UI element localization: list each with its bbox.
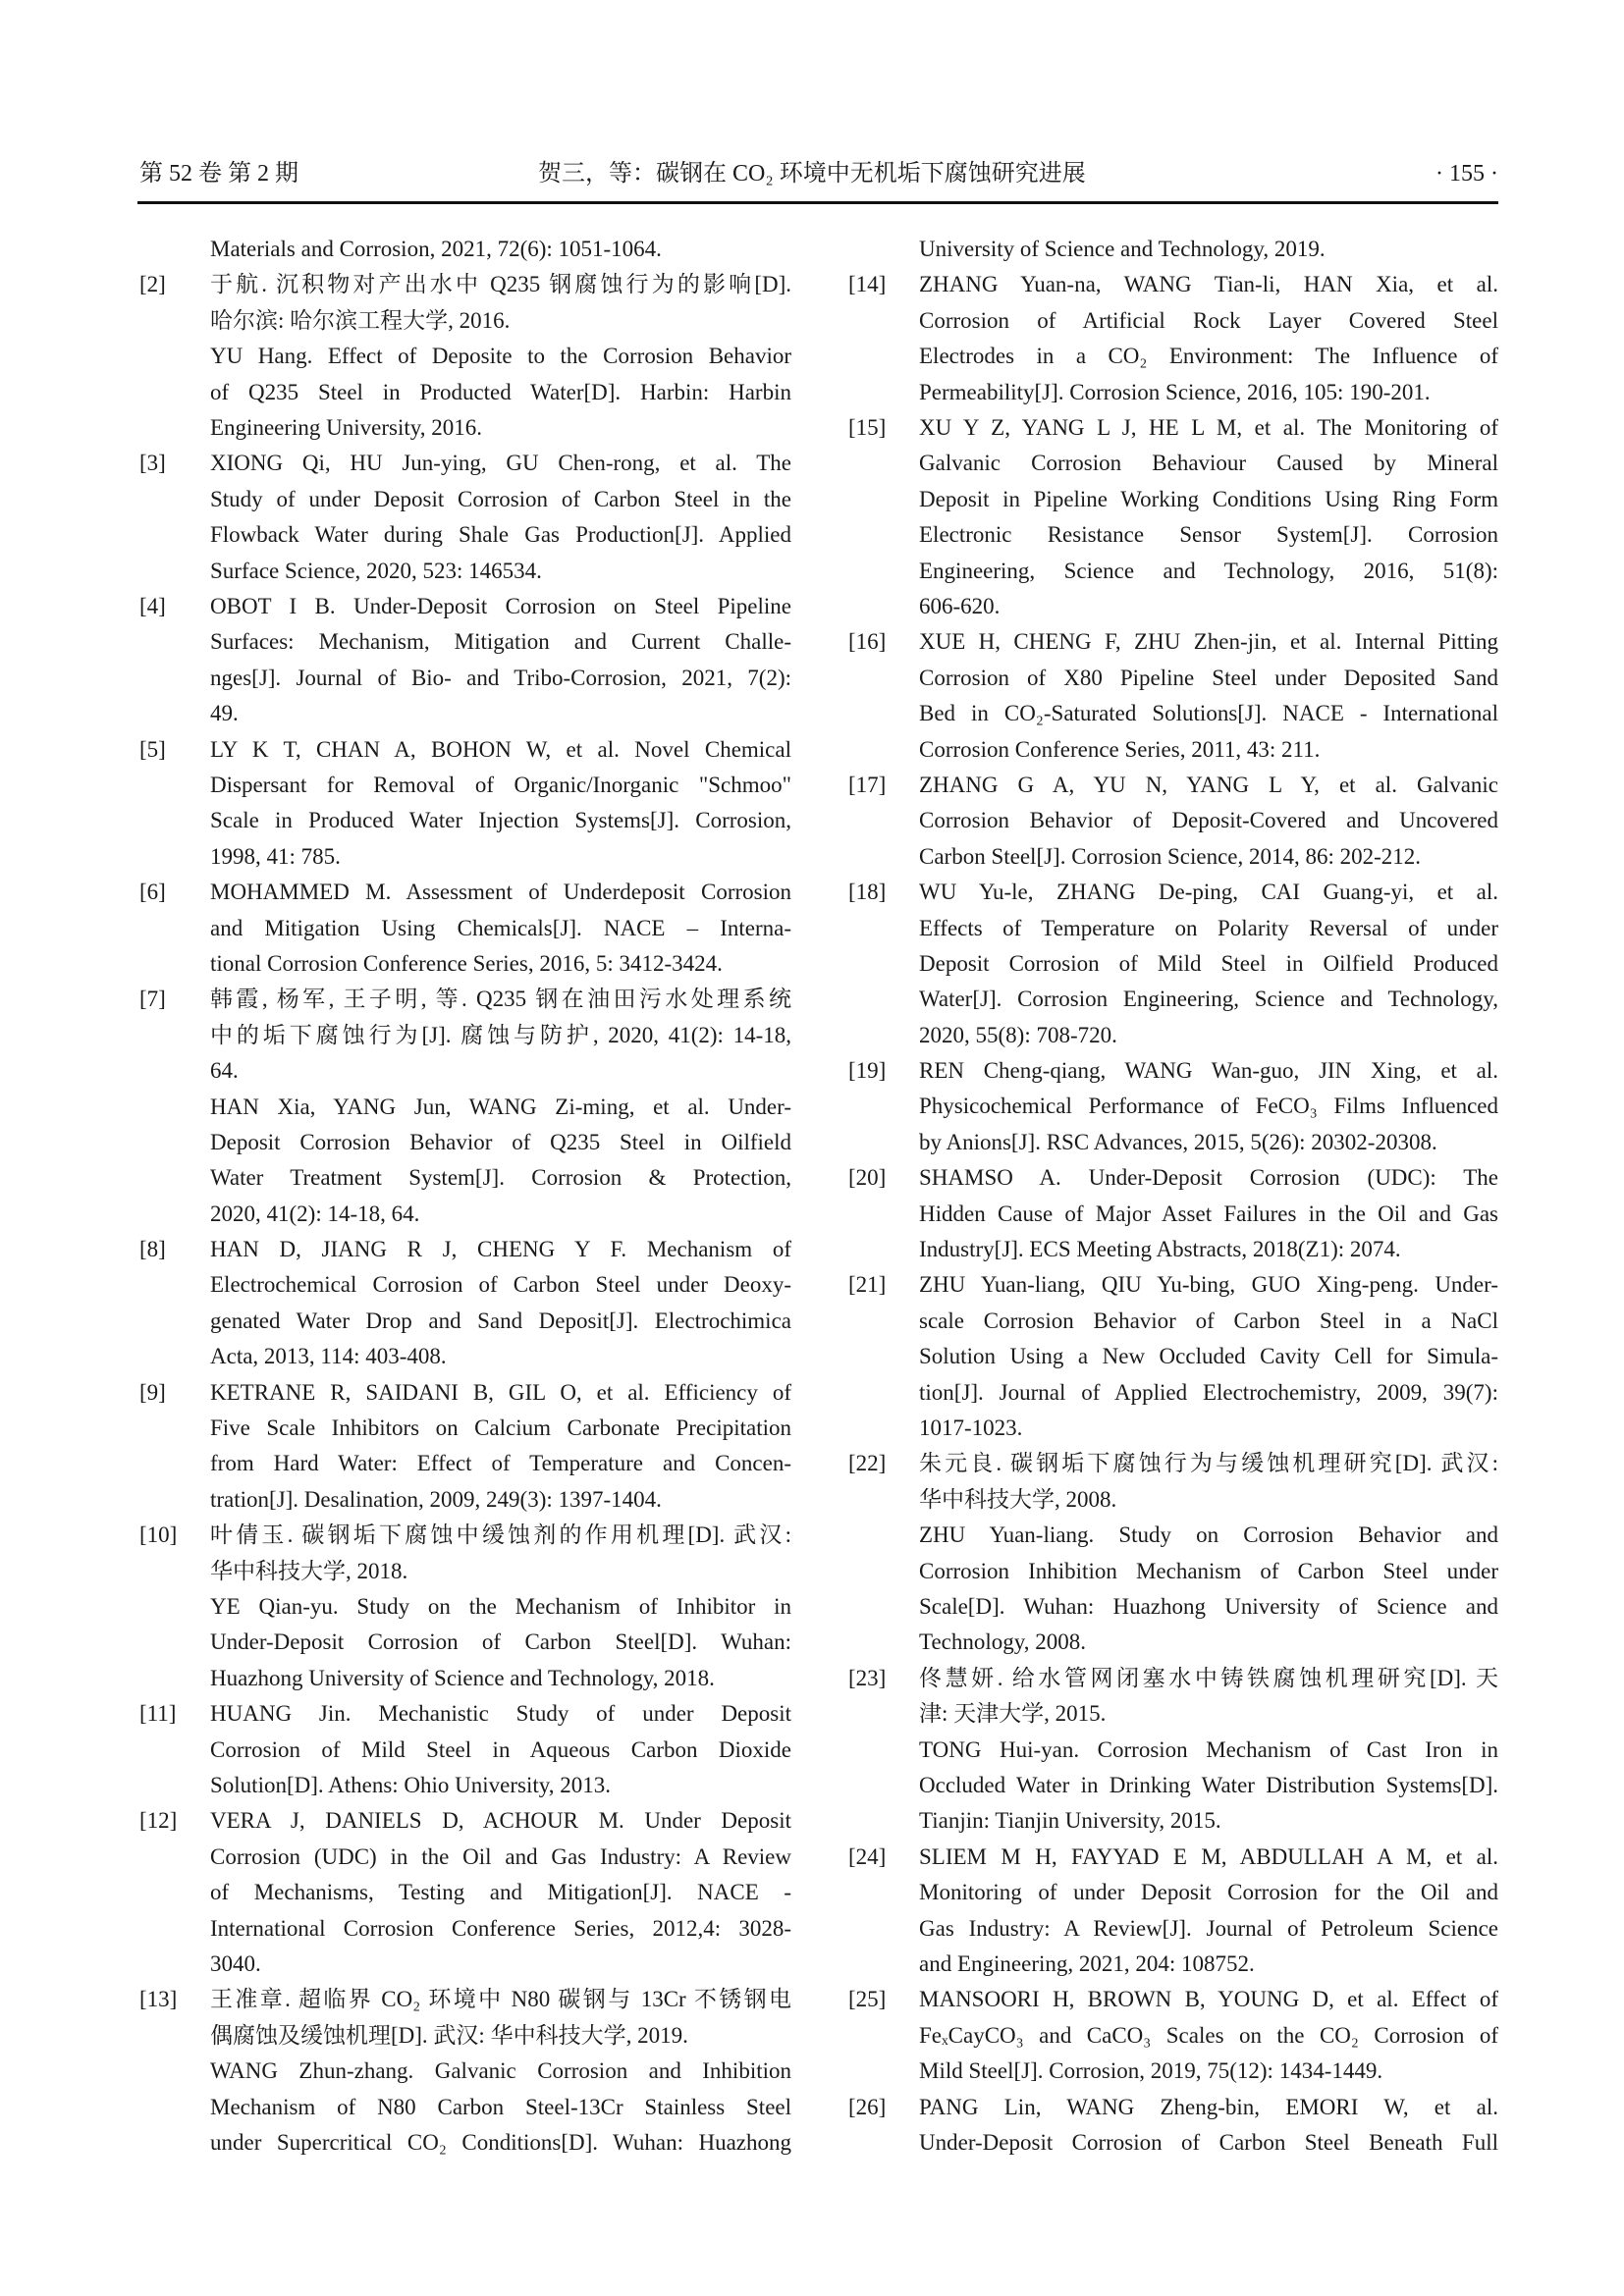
reference-text-line: Corrosion of X80 Pipeline Steel under Deposited Sand <box>919 665 1498 690</box>
reference-text-line: MANSOORI H, BROWN B, YOUNG D, et al. Effect of <box>919 1987 1498 2012</box>
reference-entry <box>139 589 791 732</box>
reference-entry <box>139 1518 791 1696</box>
reference-entry <box>848 624 1498 768</box>
reference-text-line: Deposit Corrosion Behavior of Q235 Steel in Oilfield <box>210 1129 791 1154</box>
reference-text-line: 韩霞, 杨军, 王子明, 等. Q235 钢在油田污水处理系统 <box>210 987 791 1012</box>
reference-text-line: 606-620. <box>919 593 1001 618</box>
reference-text-line: XUE H, CHENG F, ZHU Zhen-jin, et al. Internal Pitting <box>919 629 1498 655</box>
reference-text-line: Surface Science, 2020, 523: 146534. <box>210 558 542 583</box>
reference-text-line: Scale[D]. Wuhan: Huazhong University of Science and <box>919 1594 1498 1619</box>
reference-text-line: MOHAMMED M. Assessment of Underdeposit Corrosion <box>210 880 791 905</box>
reference-text-line: ZHU Yuan-liang. Study on Corrosion Behavior and <box>919 1522 1498 1548</box>
reference-text-line: 偶腐蚀及缓蚀机理[D]. 武汉: 华中科技大学, 2019. <box>210 2022 688 2048</box>
reference-text-line: 华中科技大学, 2008. <box>919 1486 1117 1512</box>
reference-text-line: 于航. 沉积物对产出水中 Q235 钢腐蚀行为的影响[D]. <box>210 272 791 297</box>
reference-number: [14] <box>848 272 887 297</box>
reference-number: [22] <box>848 1451 887 1476</box>
reference-text-line: 华中科技大学, 2018. <box>210 1558 408 1583</box>
reference-text-line: tration[J]. Desalination, 2009, 249(3): 1397-1404. <box>210 1486 662 1512</box>
reference-number: [4] <box>139 593 166 618</box>
reference-number: [8] <box>139 1237 166 1262</box>
reference-text-line: YU Hang. Effect of Deposite to the Corrosion Behavior <box>210 344 791 369</box>
reference-entry <box>139 875 791 982</box>
page-number: · 155 · <box>1435 161 1498 187</box>
reference-entry <box>848 875 1498 1053</box>
reference-text-line: International Corrosion Conference Series, 2012,4: 3028- <box>210 1915 791 1941</box>
reference-text-line: TONG Hui-yan. Corrosion Mechanism of Cast Iron in <box>919 1736 1498 1762</box>
reference-text-line: Surfaces: Mechanism, Mitigation and Current Challe- <box>210 629 791 655</box>
reference-text-line: VERA J, DANIELS D, ACHOUR M. Under Deposit <box>210 1808 791 1834</box>
reference-text-line: Study of under Deposit Corrosion of Carbon Steel in the <box>210 486 791 511</box>
reference-entry <box>139 1232 791 1375</box>
reference-text-line: Permeability[J]. Corrosion Science, 2016, 105: 190-201. <box>919 379 1431 404</box>
reference-text-line: Solution Using a New Occluded Cavity Cell for Simula- <box>919 1344 1498 1369</box>
reference-text-line: Five Scale Inhibitors on Calcium Carbonate Precipitation <box>210 1415 791 1441</box>
reference-text-line: Tianjin: Tianjin University, 2015. <box>919 1808 1221 1834</box>
reference-number: [25] <box>848 1987 887 2012</box>
reference-text-line: Monitoring of under Deposit Corrosion for the Oil and <box>919 1880 1498 1905</box>
reference-column-right <box>848 232 1498 2161</box>
reference-entry <box>139 732 791 876</box>
reference-text-line: Solution[D]. Athens: Ohio University, 2013. <box>210 1773 612 1797</box>
reference-text-line: HUANG Jin. Mechanistic Study of under Deposit <box>210 1701 791 1727</box>
reference-text-line: Hidden Cause of Major Asset Failures in the Oil and Gas <box>919 1201 1498 1226</box>
reference-text-line: Industry[J]. ECS Meeting Abstracts, 2018(Z1): 2074. <box>919 1237 1401 1262</box>
reference-text-line: of Mechanisms, Testing and Mitigation[J]. NACE - <box>210 1880 791 1905</box>
reference-text-line: Scale in Produced Water Injection Systems[J]. Corrosion, <box>210 808 791 833</box>
reference-text-line: HAN D, JIANG R J, CHENG Y F. Mechanism of <box>210 1237 791 1262</box>
reference-text-line: Mechanism of N80 Carbon Steel-13Cr Stainless Steel <box>210 2094 791 2119</box>
reference-text-line: Engineering, Science and Technology, 2016, 51(8): <box>919 558 1498 583</box>
reference-text-line: Bed in CO₂-Saturated Solutions[J]. NACE - International <box>919 701 1498 726</box>
reference-text-line: 津: 天津大学, 2015. <box>919 1701 1107 1727</box>
reference-entry <box>139 1982 791 2161</box>
reference-text-line: Occluded Water in Drinking Water Distribution Systems[D]. <box>919 1772 1498 1797</box>
running-title: 贺三，等：碳钢在 CO₂ 环境中无机垢下腐蚀研究进展 <box>538 161 1086 187</box>
reference-text-line: Deposit Corrosion of Mild Steel in Oilfield Produced <box>919 950 1498 976</box>
reference-text-line: Carbon Steel[J]. Corrosion Science, 2014, 86: 202-212. <box>919 843 1422 869</box>
reference-text-line: of Q235 Steel in Producted Water[D]. Harbin: Harbin <box>210 379 791 404</box>
reference-number: [17] <box>848 772 887 797</box>
reference-entry <box>139 232 791 267</box>
reference-text-line: Effects of Temperature on Polarity Reversal of under <box>919 915 1498 940</box>
reference-text-line: Electrochemical Corrosion of Carbon Steel under Deoxy- <box>210 1272 791 1298</box>
reference-entry <box>848 232 1498 267</box>
reference-number: [9] <box>139 1379 166 1405</box>
reference-number: [23] <box>848 1665 887 1690</box>
reference-text-line: KETRANE R, SAIDANI B, GIL O, et al. Efficiency of <box>210 1379 791 1405</box>
reference-entry <box>139 446 791 589</box>
reference-entry <box>848 768 1498 875</box>
reference-text-line: Technology, 2008. <box>919 1629 1087 1655</box>
reference-text-line: XIONG Qi, HU Jun-ying, GU Chen-rong, et al. The <box>210 451 791 476</box>
reference-entry <box>848 1160 1498 1267</box>
reference-text-line: University of Science and Technology, 2019. <box>919 237 1326 261</box>
reference-text-line: LY K T, CHAN A, BOHON W, et al. Novel Chemical <box>210 736 791 762</box>
reference-entry <box>139 267 791 446</box>
reference-entry <box>848 1840 1498 1983</box>
reference-text-line: from Hard Water: Effect of Temperature and Concen- <box>210 1451 791 1476</box>
reference-text-line: 3040. <box>210 1950 261 1976</box>
reference-number: [16] <box>848 629 887 655</box>
reference-text-line: SLIEM M H, FAYYAD E M, ABDULLAH A M, et al. <box>919 1843 1498 1869</box>
reference-entry <box>848 2090 1498 2162</box>
reference-text-line: Mild Steel[J]. Corrosion, 2019, 75(12): 1434-1449. <box>919 2058 1383 2084</box>
reference-text-line: 64. <box>210 1058 239 1084</box>
reference-text-line: Under-Deposit Corrosion of Carbon Steel Beneath Full <box>919 2129 1498 2155</box>
reference-text-line: ZHANG Yuan-na, WANG Tian-li, HAN Xia, et al. <box>919 272 1498 297</box>
reference-entry <box>139 982 791 1232</box>
reference-text-line: Gas Industry: A Review[J]. Journal of Petroleum Science <box>919 1915 1498 1941</box>
reference-text-line: scale Corrosion Behavior of Carbon Steel in a NaCl <box>919 1308 1498 1333</box>
reference-text-line: Materials and Corrosion, 2021, 72(6): 1051-1064. <box>210 237 662 261</box>
reference-entry <box>848 1446 1498 1660</box>
reference-text-line: 1017-1023. <box>919 1415 1023 1441</box>
reference-text-line: 佟慧妍. 给水管网闭塞水中铸铁腐蚀机理研究[D]. 天 <box>919 1665 1498 1690</box>
reference-number: [2] <box>139 272 166 297</box>
reference-entry <box>848 410 1498 624</box>
reference-text-line: PANG Lin, WANG Zheng-bin, EMORI W, et al. <box>919 2094 1498 2119</box>
reference-text-line: Corrosion of Mild Steel in Aqueous Carbon Dioxide <box>210 1736 791 1762</box>
reference-text-line: 49. <box>210 701 239 726</box>
reference-text-line: 哈尔滨: 哈尔滨工程大学, 2016. <box>210 307 511 333</box>
reference-text-line: Flowback Water during Shale Gas Production[J]. Applied <box>210 522 791 548</box>
reference-column-left <box>139 232 791 2161</box>
reference-text-line: XU Y Z, YANG L J, HE L M, et al. The Monitoring of <box>919 414 1498 440</box>
reference-number: [7] <box>139 987 166 1012</box>
reference-number: [6] <box>139 880 166 905</box>
reference-text-line: Acta, 2013, 114: 403-408. <box>210 1344 447 1369</box>
reference-text-line: WU Yu-le, ZHANG De-ping, CAI Guang-yi, et al. <box>919 880 1498 905</box>
reference-number: [20] <box>848 1165 887 1191</box>
header-rule <box>137 201 1498 204</box>
reference-text-line: ZHANG G A, YU N, YANG L Y, et al. Galvanic <box>919 772 1498 797</box>
reference-number: [10] <box>139 1522 178 1548</box>
reference-text-line: Physicochemical Performance of FeCO₃ Films Influenced <box>919 1094 1498 1119</box>
reference-text-line: 王准章. 超临界 CO₂ 环境中 N80 碳钢与 13Cr 不锈钢电 <box>210 1987 791 2012</box>
reference-number: [19] <box>848 1058 887 1084</box>
reference-text-line: tional Corrosion Conference Series, 2016, 5: 3412-3424. <box>210 950 723 976</box>
reference-text-line: Water Treatment System[J]. Corrosion & Protection, <box>210 1165 791 1191</box>
reference-number: [18] <box>848 880 887 905</box>
reference-entry <box>139 1696 791 1803</box>
reference-entry <box>848 267 1498 410</box>
reference-text-line: Deposit in Pipeline Working Conditions Using Ring Form <box>919 486 1498 511</box>
reference-text-line: Galvanic Corrosion Behaviour Caused by Mineral <box>919 451 1498 476</box>
reference-number: [13] <box>139 1987 178 2012</box>
reference-text-line: nges[J]. Journal of Bio- and Tribo-Corrosion, 2021, 7(2): <box>210 665 791 690</box>
reference-text-line: WANG Zhun-zhang. Galvanic Corrosion and Inhibition <box>210 2058 791 2084</box>
reference-text-line: YE Qian-yu. Study on the Mechanism of Inhibitor in <box>210 1594 791 1620</box>
reference-text-line: Corrosion Inhibition Mechanism of Carbon Steel under <box>919 1558 1498 1583</box>
reference-text-line: 2020, 41(2): 14-18, 64. <box>210 1201 420 1226</box>
reference-text-line: 2020, 55(8): 708-720. <box>919 1022 1117 1047</box>
reference-text-line: Dispersant for Removal of Organic/Inorganic "Schmoo" <box>210 772 791 797</box>
reference-text-line: REN Cheng-qiang, WANG Wan-guo, JIN Xing, et al. <box>919 1058 1498 1084</box>
reference-text-line: Huazhong University of Science and Technology, 2018. <box>210 1665 715 1690</box>
reference-text-line: by Anions[J]. RSC Advances, 2015, 5(26): 20302-20308. <box>919 1129 1437 1154</box>
reference-text-line: HAN Xia, YANG Jun, WANG Zi-ming, et al. Under- <box>210 1094 791 1119</box>
reference-number: [12] <box>139 1808 178 1834</box>
reference-text-line: ZHU Yuan-liang, QIU Yu-bing, GUO Xing-peng. Under- <box>919 1272 1498 1298</box>
reference-text-line: genated Water Drop and Sand Deposit[J]. Electrochimica <box>210 1308 791 1333</box>
reference-text-line: Under-Deposit Corrosion of Carbon Steel[D]. Wuhan: <box>210 1629 791 1655</box>
reference-text-line: Electronic Resistance Sensor System[J]. Corrosion <box>919 522 1498 548</box>
reference-text-line: under Supercritical CO₂ Conditions[D]. Wuhan: Huazhong <box>210 2129 791 2155</box>
reference-entry <box>139 1375 791 1519</box>
reference-text-line: Corrosion Conference Series, 2011, 43: 211. <box>919 736 1321 762</box>
reference-text-line: Engineering University, 2016. <box>210 414 483 440</box>
reference-text-line: and Engineering, 2021, 204: 108752. <box>919 1950 1255 1976</box>
reference-number: [3] <box>139 451 166 476</box>
reference-text-line: SHAMSO A. Under-Deposit Corrosion (UDC): The <box>919 1165 1498 1191</box>
reference-number: [24] <box>848 1843 887 1869</box>
reference-entry <box>848 1267 1498 1446</box>
reference-text-line: Electrodes in a CO₂ Environment: The Influence of <box>919 344 1498 369</box>
journal-volume-issue: 第 52 卷 第 2 期 <box>139 161 298 187</box>
reference-number: [21] <box>848 1272 887 1298</box>
reference-entry <box>848 1661 1498 1840</box>
reference-entry <box>848 1053 1498 1160</box>
reference-text-line: 朱元良. 碳钢垢下腐蚀行为与缓蚀机理研究[D]. 武汉: <box>919 1451 1498 1476</box>
reference-text-line: FeₓCayCO₃ and CaCO₃ Scales on the CO₂ Corrosion of <box>919 2022 1498 2048</box>
reference-text-line: Water[J]. Corrosion Engineering, Science and Technology, <box>919 987 1498 1012</box>
reference-number: [15] <box>848 414 887 440</box>
reference-number: [5] <box>139 736 166 762</box>
reference-number: [11] <box>139 1701 177 1727</box>
reference-text-line: tion[J]. Journal of Applied Electrochemistry, 2009, 39(7): <box>919 1379 1498 1405</box>
reference-entry <box>139 1803 791 1982</box>
reference-text-line: 1998, 41: 785. <box>210 843 341 869</box>
reference-text-line: and Mitigation Using Chemicals[J]. NACE – Interna- <box>210 915 791 940</box>
reference-text-line: Corrosion Behavior of Deposit-Covered and Uncovered <box>919 808 1498 833</box>
reference-text-line: 叶倩玉. 碳钢垢下腐蚀中缓蚀剂的作用机理[D]. 武汉: <box>210 1522 791 1548</box>
reference-text-line: Corrosion (UDC) in the Oil and Gas Industry: A Review <box>210 1843 791 1869</box>
reference-number: [26] <box>848 2094 887 2119</box>
reference-text-line: 中的垢下腐蚀行为[J]. 腐蚀与防护, 2020, 41(2): 14-18, <box>210 1022 791 1047</box>
reference-entry <box>848 1982 1498 2089</box>
reference-text-line: OBOT I B. Under-Deposit Corrosion on Steel Pipeline <box>210 593 791 618</box>
reference-text-line: Corrosion of Artificial Rock Layer Covered Steel <box>919 307 1498 333</box>
